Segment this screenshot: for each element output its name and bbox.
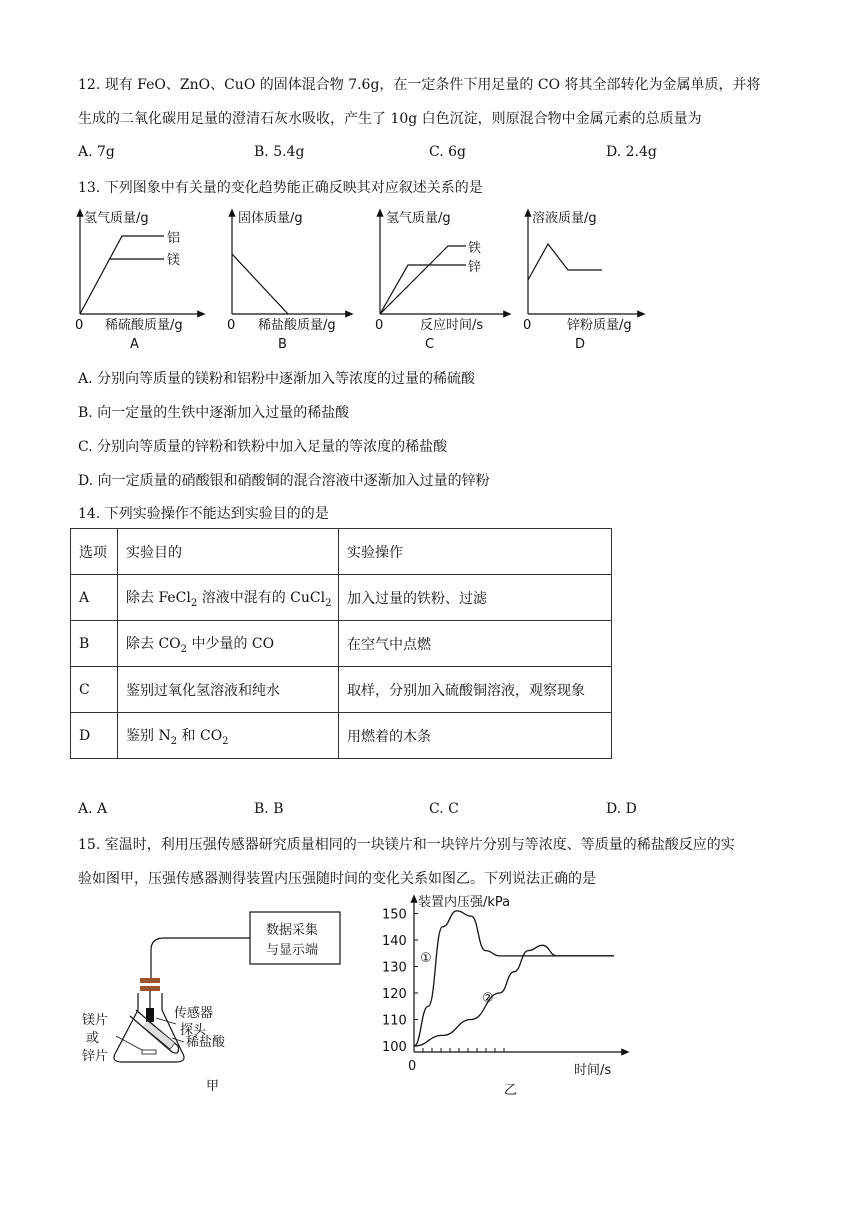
q12-option-a: A. 7g: [78, 144, 115, 160]
graph-b-xlabel: 稀盐酸质量/g: [258, 318, 336, 333]
y-tick-label: 150: [382, 907, 407, 923]
q15-line2: 验如图甲，压强传感器测得装置内压强随时间的变化关系如图乙。下列说法正确的是: [78, 871, 596, 887]
graph-b-letter: B: [278, 337, 287, 352]
stopper-bottom: [140, 986, 160, 991]
q14-option-a: A. A: [78, 801, 108, 817]
graph-c-series-zn: 锌: [468, 260, 482, 275]
table-header-operation: 实验操作: [339, 529, 612, 575]
y-tick-label: 130: [382, 960, 407, 976]
metal-label-3: 锌片: [82, 1049, 109, 1064]
graph-d: [523, 210, 642, 352]
chart-ylabel: 装置内压强/kPa: [418, 895, 511, 910]
box-label-line1: 数据采集: [266, 923, 319, 938]
table-row: [71, 667, 612, 713]
table-cell-goal: [118, 575, 339, 621]
table-cell-option: D: [71, 713, 118, 759]
acid-label: 稀盐酸: [186, 1035, 226, 1050]
graph-a-ylabel: 氢气质量/g: [84, 211, 149, 226]
sensor-cable: [151, 938, 250, 978]
chart-series: [414, 911, 614, 1046]
graph-c-series-fe: 铁: [468, 241, 482, 256]
graph-d-letter: D: [575, 337, 586, 352]
probe-label-2: 探头: [180, 1023, 207, 1038]
table-cell-option: B: [71, 621, 118, 667]
table-header-row: [71, 529, 612, 575]
table-cell-operation: 加入过量的铁粉、过滤: [339, 575, 612, 621]
pressure-chart: [376, 890, 646, 1100]
goal-text: 中少量的 CO: [187, 635, 275, 652]
curve-label-2: ②: [482, 991, 494, 1006]
q13-option-d: D. 向一定质量的硝酸银和硝酸铜的混合溶液中逐渐加入过量的锌粉: [78, 473, 490, 489]
y-tick-label: 120: [382, 987, 407, 1002]
q14-option-d: D. D: [606, 801, 637, 817]
q13-option-c: C. 分别向等质量的锌粉和铁粉中加入足量的等浓度的稀盐酸: [78, 439, 448, 455]
y-tick-label: 100: [382, 1040, 407, 1055]
series-line-2: [414, 945, 614, 1046]
graph-c-letter: C: [425, 337, 435, 352]
q12-option-c: C. 6g: [429, 144, 466, 160]
q13-option-b: B. 向一定量的生铁中逐渐加入过量的稀盐酸: [78, 405, 350, 421]
goal-subscript: 2: [170, 735, 178, 747]
table-row: [71, 575, 612, 621]
q15-line1: 15. 室温时，利用压强传感器研究质量相同的一块镁片和一块锌片分别与等浓度、等质量的稀盐酸反应的实: [78, 837, 735, 853]
graph-b-ylabel: 固体质量/g: [238, 211, 303, 226]
table-cell-goal: 鉴别过氧化氢溶液和纯水: [118, 667, 339, 713]
graph-c: [375, 211, 508, 352]
q12-line1: 12. 现有 FeO、ZnO、CuO 的固体混合物 7.6g，在一定条件下用足量的 CO 将其全部转化为金属单质，并将: [78, 77, 761, 93]
figure-yi-caption: 乙: [504, 1083, 518, 1098]
stopper-top: [140, 978, 160, 983]
table-header-goal: 实验目的: [118, 529, 339, 575]
q14-option-b: B. B: [254, 801, 284, 817]
table-row: [71, 621, 612, 667]
chart-origin: 0: [408, 1059, 417, 1074]
table-cell-option: C: [71, 667, 118, 713]
graph-c-origin: 0: [375, 318, 384, 333]
goal-text: 鉴别 N: [126, 727, 171, 744]
q12-option-b: B. 5.4g: [254, 144, 305, 160]
table-cell-operation: 在空气中点燃: [339, 621, 612, 667]
goal-text: 溶液中混有的 CuCl: [197, 589, 326, 606]
graph-c-xlabel: 反应时间/s: [420, 318, 484, 333]
graph-d-curve: [528, 244, 602, 280]
chart-xlabel: 时间/s: [574, 1063, 612, 1078]
goal-subscript: 2: [190, 597, 198, 609]
goal-text: 除去 CO: [126, 635, 181, 652]
table-row: [71, 713, 612, 759]
q13-option-a: A. 分别向等质量的镁粉和铝粉中逐渐加入等浓度的过量的稀硫酸: [78, 371, 476, 387]
graph-b-curve: [232, 254, 288, 314]
y-tick-label: 110: [382, 1013, 407, 1029]
graph-b: [227, 210, 350, 352]
graph-a-xlabel: 稀硫酸质量/g: [105, 318, 183, 333]
box-label-line2: 与显示端: [266, 943, 319, 958]
q14-option-c: C. C: [429, 801, 459, 817]
q13-stem: 13. 下列图象中有关量的变化趋势能正确反映其对应叙述关系的是: [78, 180, 483, 196]
metal-label-2: 或: [86, 1031, 100, 1046]
experiment-table: [70, 528, 612, 759]
graph-a-letter: A: [130, 337, 139, 352]
curve-label-1: ①: [420, 951, 432, 966]
graph-a-series-mg: 镁: [167, 253, 181, 268]
goal-text: 除去 FeCl: [126, 589, 191, 606]
chart-axes: [414, 898, 626, 1052]
graph-a-series-al: 铝: [167, 231, 181, 246]
goal-text: 和 CO: [177, 727, 223, 744]
graph-b-origin: 0: [227, 318, 236, 333]
goal-subscript: 2: [222, 735, 229, 747]
figure-jia-caption: 甲: [206, 1079, 220, 1094]
table-cell-operation: 取样，分别加入硫酸铜溶液，观察现象: [339, 667, 612, 713]
metal-label-1: 镁片: [82, 1013, 109, 1028]
graph-c-ylabel: 氢气质量/g: [386, 211, 451, 226]
probe-label-1: 传感器: [174, 1006, 214, 1021]
y-tick-label: 140: [382, 934, 407, 949]
metal-strip: [142, 1050, 156, 1054]
q12-option-d: D. 2.4g: [606, 144, 657, 160]
q14-stem: 14. 下列实验操作不能达到实验目的的是: [78, 506, 329, 522]
series-line-1: [414, 911, 614, 1046]
table-header-option: 选项: [71, 529, 118, 575]
q12-line2: 生成的二氧化碳用足量的澄清石灰水吸收，产生了 10g 白色沉淀，则原混合物中金属元素的总质量为: [78, 111, 702, 127]
graph-a-origin: 0: [75, 318, 84, 333]
graph-d-xlabel: 锌粉质量/g: [567, 318, 632, 333]
graph-a: [75, 211, 202, 352]
q13-graphs: [70, 202, 650, 357]
graph-c-curve-fe: [380, 246, 466, 314]
table-cell-goal: [118, 713, 339, 759]
graph-a-curve-al: [80, 236, 164, 314]
apparatus-figure: [76, 900, 366, 1100]
graph-d-ylabel: 溶液质量/g: [532, 211, 597, 226]
chart-yticks: [382, 908, 418, 1056]
graph-d-origin: 0: [523, 318, 532, 333]
table-cell-operation: 用燃着的木条: [339, 713, 612, 759]
goal-subscript: 2: [180, 643, 188, 655]
table-cell-goal: [118, 621, 339, 667]
graph-c-curve-zn: [380, 265, 466, 314]
table-cell-option: A: [71, 575, 118, 621]
goal-subscript: 2: [325, 597, 332, 609]
